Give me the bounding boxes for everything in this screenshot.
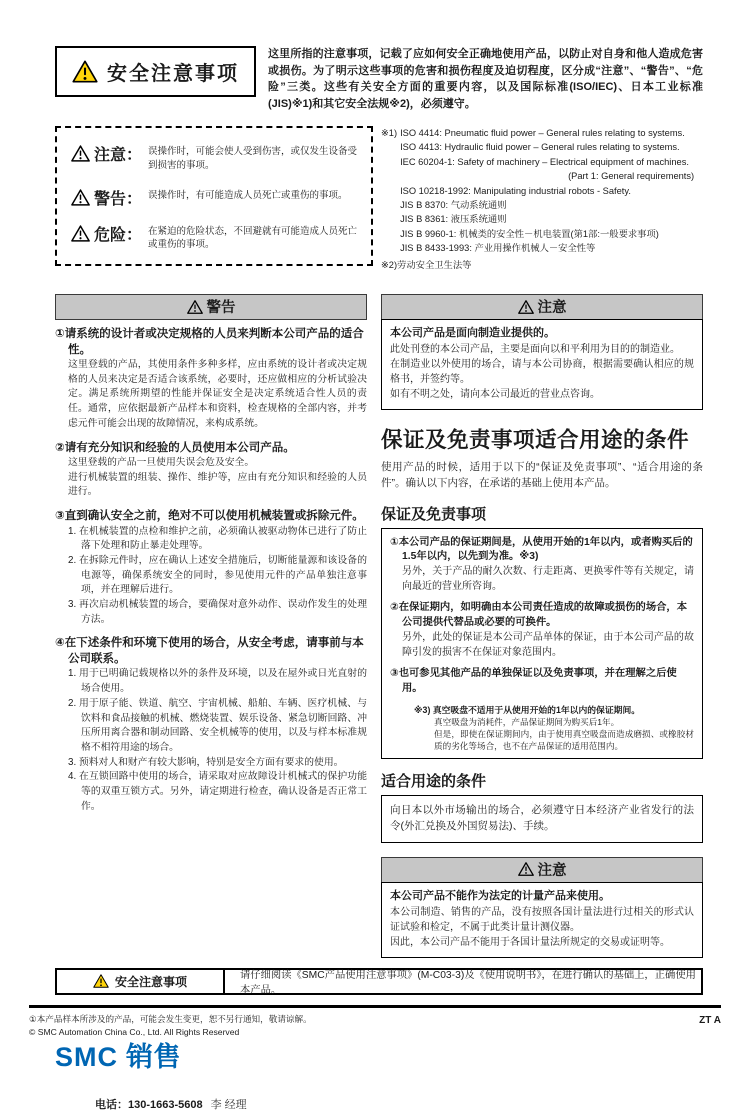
caution1-line: 此处刊登的本公司产品，主要是面向以和平利用为目的的制造业。 [390, 344, 680, 355]
main-columns [55, 294, 703, 958]
document-code: ZT A [699, 1014, 721, 1026]
standard-line: ISO 4413: Hydraulic fluid power – General rules relating to systems. [400, 142, 680, 153]
warning-item-2 [55, 441, 367, 501]
warning-item-body: 这里登载的产品一旦使用失误会危及安全。 [68, 457, 255, 469]
warning-item-title: ①请系统的设计者或决定规格的人员来判断本公司产品的适合性。 [55, 328, 364, 356]
warning-item-body: 这里登载的产品，其使用条件多种多样，应由系统的设计者或决定规格的人员来决定是否适合该系统，必要时，还应做相应的分析试验决定。满足系统所期望的性能并保证安全是决定系统适合性人员的责任。通常，应依据最新产品样本和资料，检查规格的全部内容，并考虑元件可能会出现的故障情况，来构成系统。 [68, 359, 367, 429]
bottom-bar-text: 请仔细阅读《SMC产品使用注意事项》(M-C03-3)及《使用说明书》，在进行确认的基础上，正确使用本产品。 [240, 970, 696, 997]
warning-item-title: ④在下述条件和环境下使用的场合，从安全考虑，请事前与本公司联系。 [55, 637, 364, 665]
warning-triangle-outline-icon [518, 300, 534, 314]
standard-line: (Part 1: General requirements) [568, 171, 695, 182]
danger-term [71, 222, 142, 245]
definition-warning [71, 186, 361, 209]
warning-triangle-outline-icon [71, 145, 90, 162]
caution-definition-text: 误操作时，可能会使人受到伤害，或仅发生设备受到损害的事项。 [148, 146, 358, 171]
warning-definition-text: 误操作时，有可能造成人员死亡或重伤的事项。 [148, 189, 348, 201]
caution-term [71, 142, 142, 165]
definition-caution [71, 142, 361, 173]
warning-content [55, 320, 367, 814]
danger-definition-text: 在紧迫的危险状态，不回避就有可能造成人员死亡或重伤的事项。 [148, 225, 358, 251]
warning-header-label: 警告 [206, 300, 236, 317]
page-footer [29, 1005, 721, 1041]
brand-line [55, 1035, 703, 1074]
footer-notes [29, 1013, 312, 1041]
definition-danger [71, 222, 361, 253]
caution1-title: 本公司产品是面向制造业提供的。 [390, 327, 555, 340]
signal-word-definitions-box [55, 126, 373, 266]
guarantee-note3-line: 真空吸盘为消耗件，产品保证期间为购买后1年。 [434, 717, 620, 728]
contact-person: 李 经理 [210, 1098, 247, 1111]
standards-note1 [381, 126, 703, 256]
standard-line: ISO 10218-1992: Manipulating industrial robots - Safety. [400, 185, 631, 196]
warning-item-subpoint: 1. 在机械装置的点检和维护之前，必须确认被驱动物体已进行了防止落下处理和防止暴走处理等。 [68, 525, 367, 552]
guarantee-intro: 使用产品的时候，适用于以下的“保证及免责事项”、“适合用途的条件”。确认以下内容，在承诺的基础上使用本产品。 [381, 461, 703, 489]
caution2-section [381, 857, 703, 958]
caution2-title: 本公司产品不能作为法定的计量产品来使用。 [390, 889, 610, 902]
guarantee-item-title: ①本公司产品的保证期间是，从使用开始的1年以内，或者购买后的1.5年以内，以先到为准。※3) [390, 536, 693, 563]
guarantee-item-body: 另外，关于产品的耐久次数、行走距离、更换零件等有关规定，请向最近的营业所咨询。 [402, 566, 694, 592]
standards-note1-label: ※1) [381, 128, 398, 138]
guarantee-note3-line: 但是，即使在保证期间内，由于使用真空吸盘而造成磨损、或橡胶材质的劣化等场合，也不在产品保证的适用范围内。 [434, 729, 694, 752]
standard-line: JIS B 8370: 气动系统通则 [400, 200, 507, 211]
guarantee-subheading-1: 保证及免责事项 [381, 505, 487, 523]
guarantee-note3-title: ※3) 真空吸盘不适用于从使用开始的1年以内的保证期间。 [414, 705, 641, 716]
intro-paragraph: 这里所指的注意事项，记载了应如何安全正确地使用产品，以防止对自身和他人造成危害或损伤。为了明示这些事项的危害和损伤程度及迫切程度，区分成“注意”、“警告”、“危险”三类。这些有关安全方面的重要内容，以及国际标准(ISO/IEC)、日本工业标准(JIS)※1)和其它安全法规※2)，必须遵守。 [268, 48, 703, 110]
standard-line: ISO 4414: Pneumatic fluid power – General rules relating to systems. [400, 128, 685, 138]
bottom-bar-label-cell [57, 970, 225, 993]
caution2-box [381, 882, 703, 958]
safety-title-box [55, 46, 256, 97]
warning-item-title: ②请有充分知识和经验的人员使用本公司产品。 [55, 441, 295, 454]
phone-label: 电话： [95, 1098, 128, 1111]
warning-triangle-outline-icon [187, 300, 203, 314]
caution1-line: 在制造业以外使用的场合，请与本公司协商，根据需要确认相应的规格书，并签约等。 [390, 359, 694, 385]
standard-line: IEC 60204-1: Safety of machinery – Electrical equipment of machines. [400, 156, 689, 167]
caution-column [381, 294, 703, 958]
warning-item-subpoint: 1. 用于已明确记载规格以外的条件及环境，以及在屋外或日光直射的场合使用。 [68, 668, 367, 695]
standards-note1-lines [400, 126, 694, 256]
standard-line: JIS B 9960-1: 机械类的安全性－机电装置(第1部:一般要求事项) [400, 228, 659, 239]
top-section [55, 46, 703, 112]
warning-item-title: ③直到确认安全之前，绝对不可以使用机械装置或拆除元件。 [55, 510, 364, 523]
caution-term-label: 注意： [94, 147, 143, 164]
phone-number: 130-1663-5608 [128, 1098, 203, 1111]
footer-disclaimer: ①本产品样本所涉及的产品，可能会发生变更，恕不另行通知，敬请谅解。 [29, 1013, 312, 1024]
warning-item-4 [55, 636, 367, 814]
warning-triangle-outline-icon [71, 225, 90, 242]
guarantee-item-1 [390, 536, 694, 595]
caution-section-header [381, 294, 703, 320]
danger-term-label: 危险： [94, 226, 143, 244]
bottom-bar-label: 安全注意事项 [114, 974, 187, 989]
warning-triangle-outline-icon [518, 862, 534, 876]
warning-term [71, 186, 142, 209]
warning-item-1 [55, 327, 367, 431]
caution2-line: 因此，本公司产品不能用于各国计量法所规定的交易或证明等。 [390, 936, 670, 948]
warning-term-label: 警告： [94, 190, 143, 208]
caution1-line: 如有不明之处，请向本公司最近的营业点咨询。 [390, 389, 600, 400]
bottom-safety-bar [55, 968, 703, 995]
caution2-line: 本公司制造、销售的产品，没有按照各国计量法进行过相关的形式认证试验和检定，不属于此类计量计测仪器。 [390, 906, 694, 933]
warning-item-3 [55, 509, 367, 627]
standard-line: JIS B 8433-1993: 产业用操作机械人－安全性等 [400, 243, 596, 254]
standards-list [381, 126, 703, 272]
definitions-and-standards [55, 126, 703, 272]
caution-header-label: 注意 [537, 300, 567, 317]
guarantee-note3 [390, 704, 694, 752]
warning-triangle-icon [72, 60, 98, 83]
warning-triangle-icon [93, 974, 109, 988]
caution2-header-label: 注意 [537, 862, 567, 879]
guarantee-item-title: ②在保证期内，如明确由本公司责任造成的故障或损伤的场合，本公司提供代替品或必要的可换件。 [390, 602, 688, 629]
page-title: 安全注意事项 [107, 63, 239, 85]
guarantee-item-body: 另外，此处的保证是本公司产品单体的保证，由于本公司产品的故障引发的损害不在保证对象范围内。 [402, 632, 694, 658]
guarantee-main-heading: 保证及免责事项适合用途的条件 [381, 428, 690, 452]
warning-column [55, 294, 367, 823]
guarantee-box [381, 528, 703, 760]
warning-item-subpoint: 2. 用于原子能、铁道、航空、宇宙机械、船舶、车辆、医疗机械、与饮料和食品接触的机械、燃烧装置、娱乐设备、紧急切断回路、冲压所用离合器和制动回路、安全机械等的使用，以及与样本标准规格不相符用途的场合。 [68, 697, 367, 753]
contact-line [55, 1096, 703, 1112]
warning-item-body: 进行机械装置的组装、操作、维护等，应由有充分知识和经验的人员进行。 [68, 471, 367, 498]
guarantee-item-2 [390, 601, 694, 660]
guarantee-subheading-2: 适合用途的条件 [381, 773, 487, 791]
warning-item-subpoint: 3. 再次启动机械装置的场合，要确保对意外动作、误动作发生的处理方法。 [68, 599, 367, 625]
warning-item-subpoint: 3. 预料对人和财产有较大影响，特别是安全方面有要求的使用。 [68, 756, 344, 768]
brand-logo-text: SMC [55, 1041, 118, 1072]
caution2-section-header [381, 857, 703, 883]
standard-line: JIS B 8361: 液压系统通则 [400, 214, 507, 225]
guarantee-item-3 [390, 667, 694, 697]
usage-conditions-box: 向日本以外市场输出的场合，必须遵守日本经济产业省发行的法令(外汇兑换及外国贸易法)、手续。 [381, 795, 703, 843]
warning-section-header [55, 294, 367, 320]
guarantee-item-title: ③也可参见其他产品的单独保证以及免责事项，并在理解之后使用。 [390, 668, 677, 695]
warning-triangle-outline-icon [71, 189, 90, 206]
warning-item-subpoint: 2. 在拆除元件时，应在确认上述安全措施后，切断能量源和该设备的电源等，确保系统安全的同时，参见使用元件的产品单独注意事项，并在理解后进行。 [68, 555, 367, 596]
footer-copyright: © SMC Automation China Co., Ltd. All Rights Reserved [29, 1027, 240, 1038]
warning-item-subpoint: 4. 在互锁回路中使用的场合，请采取对应故障设计机械式的保护功能等的双重互锁方式。另外，请定期进行检查，确认设备是否正常工作。 [68, 771, 367, 812]
brand-suffix: 销售 [126, 1041, 182, 1072]
standards-note2: ※2)劳动安全卫生法等 [381, 259, 472, 270]
caution1-box [381, 319, 703, 410]
